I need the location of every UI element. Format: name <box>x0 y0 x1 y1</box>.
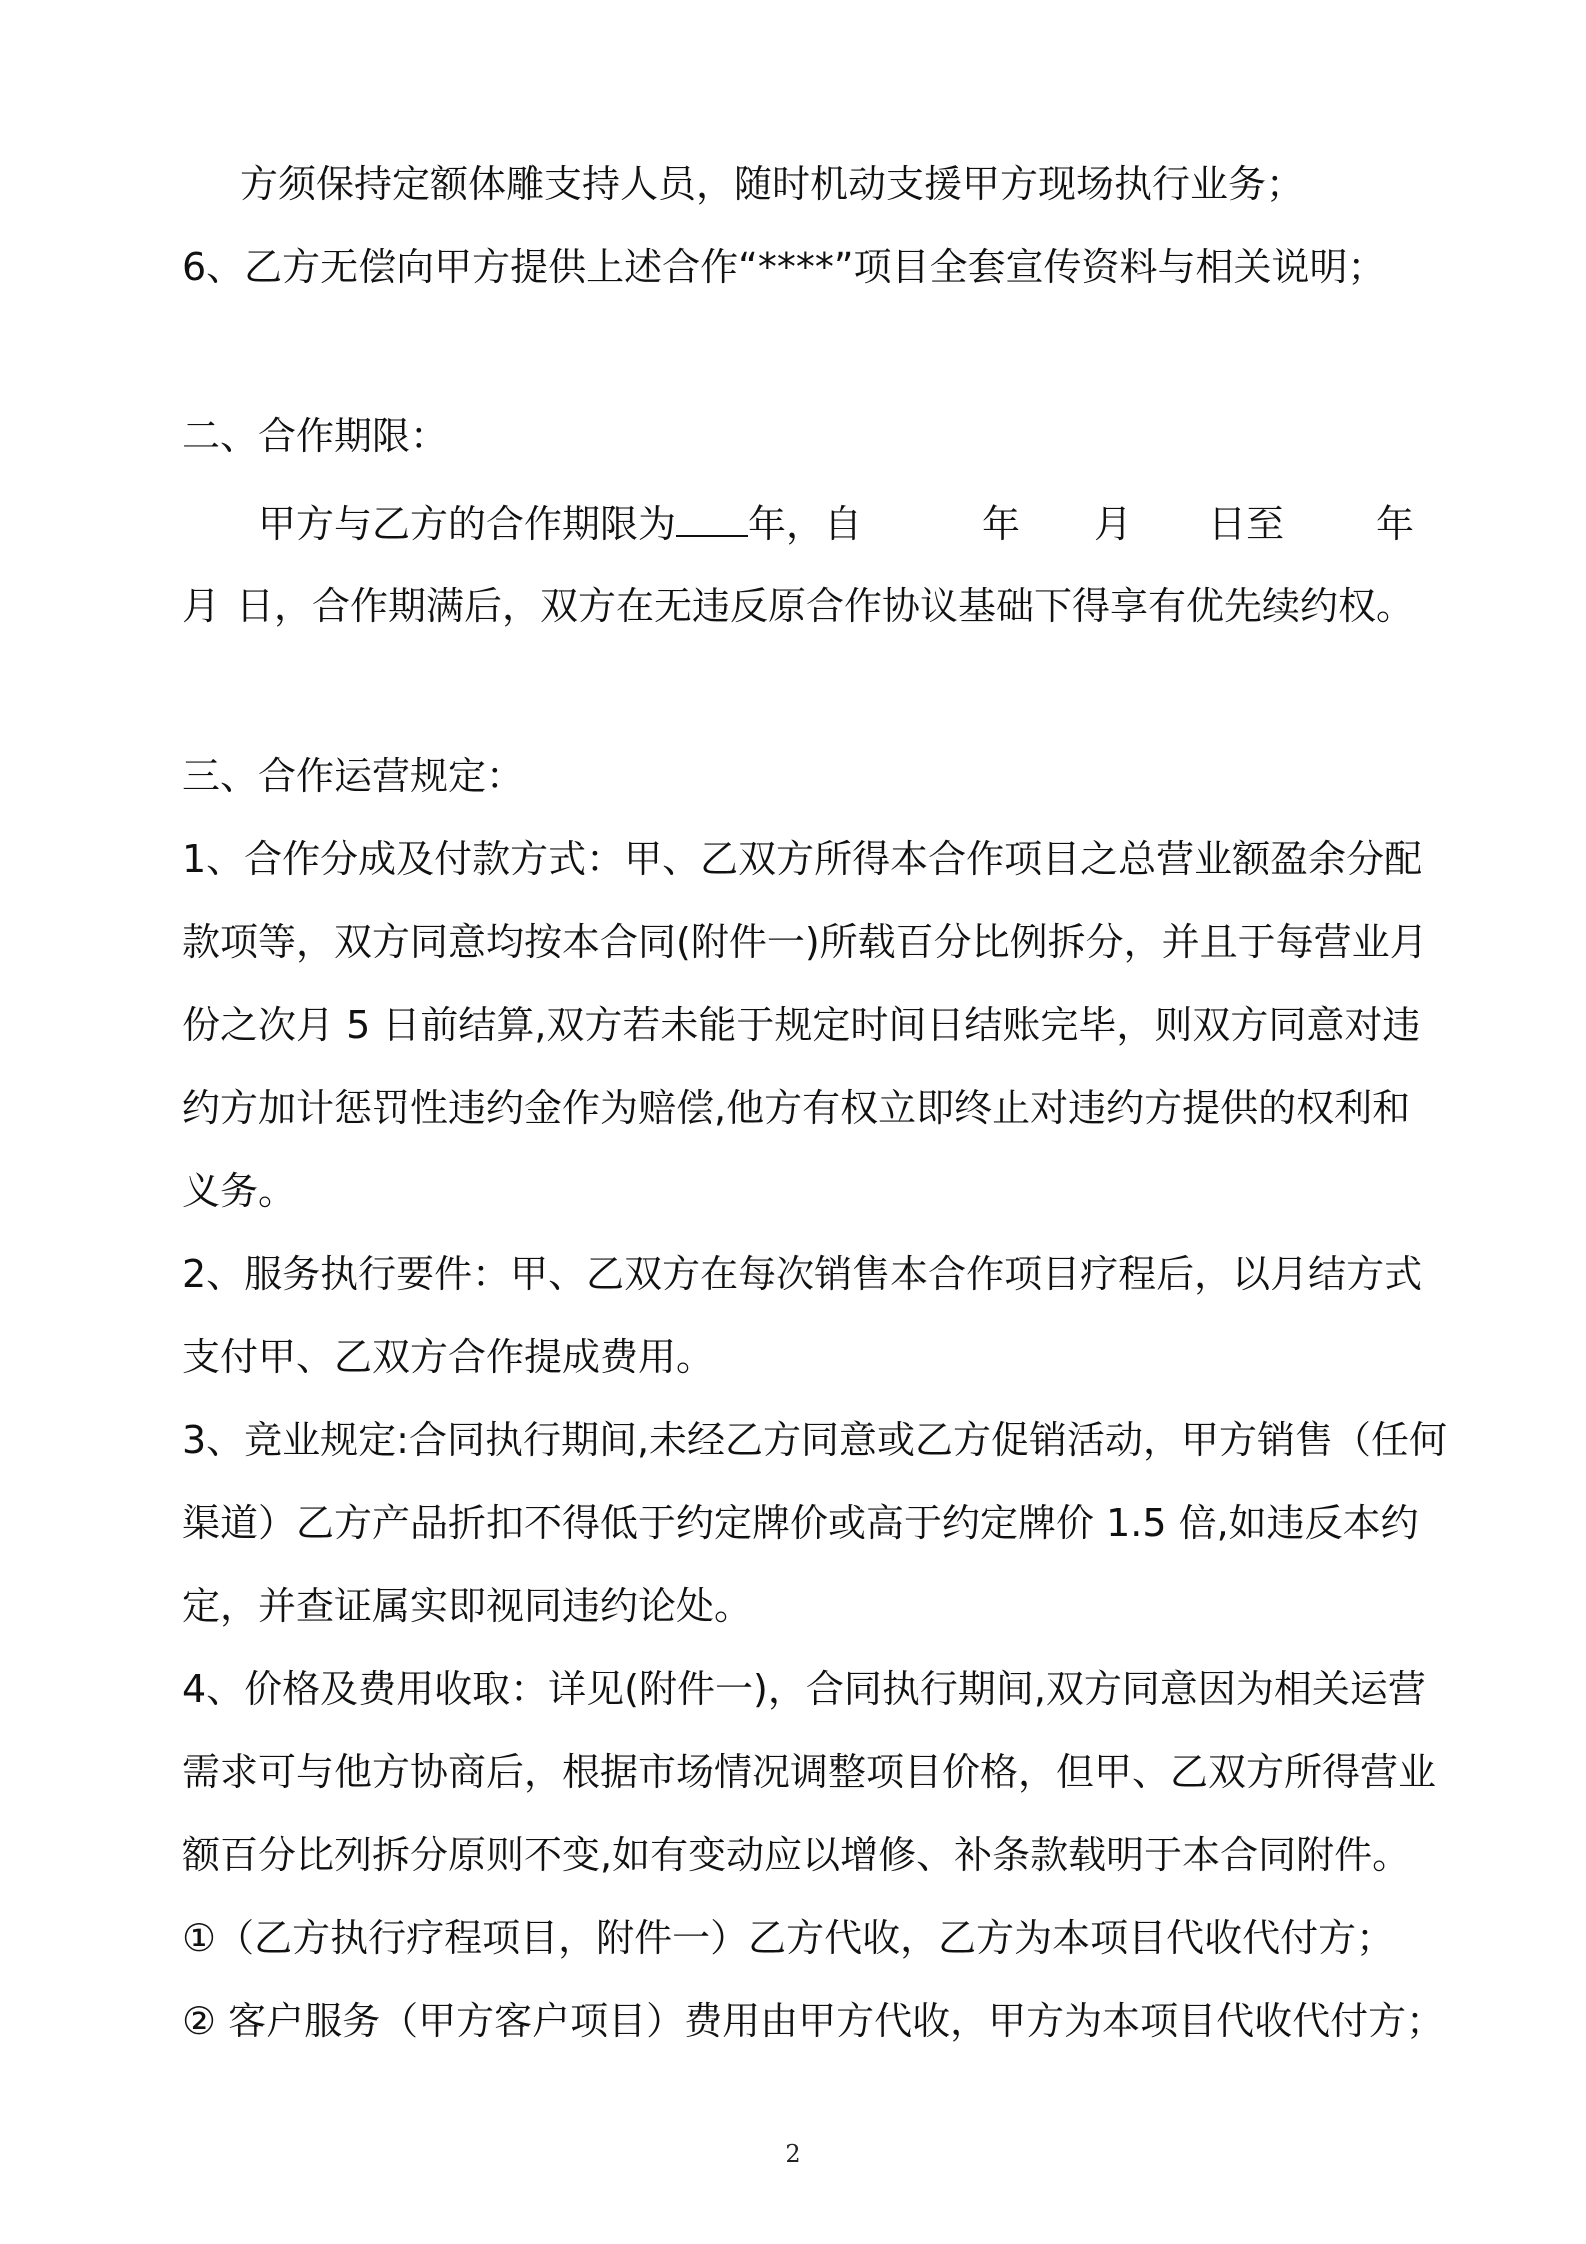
text-line: 1、合作分成及付款方式：甲、乙双方所得本合作项目之总营业额盈余分配 <box>182 837 1423 881</box>
text-line: 款项等，双方同意均按本合同(附件一)所载百分比例拆分，并且于每营业月 <box>182 920 1428 964</box>
text-line: 3、竞业规定:合同执行期间,未经乙方同意或乙方促销活动，甲方销售（任何 <box>182 1418 1448 1462</box>
term-text: 年 <box>1375 502 1414 546</box>
term-line-2 <box>182 582 1414 630</box>
text-line: 4、价格及费用收取：详见(附件一)，合同执行期间,双方同意因为相关运营 <box>182 1667 1426 1711</box>
text-line: 份之次月 5 日前结算,双方若未能于规定时间日结账完毕，则双方同意对违 <box>182 1003 1421 1047</box>
term-text: 日至 <box>1208 502 1285 546</box>
term-text: 月 <box>182 584 221 628</box>
term-text: 甲方与乙方的合作期限为 <box>258 502 677 546</box>
term-text: 月 <box>1094 502 1133 546</box>
text-line: 需求可与他方协商后，根据市场情况调整项目价格，但甲、乙双方所得营业 <box>182 1750 1437 1794</box>
section-heading: 二、合作期限： <box>182 414 449 458</box>
text-line: 约方加计惩罚性违约金作为赔偿,他方有权立即终止对违约方提供的权利和 <box>182 1086 1411 1130</box>
term-text: 年，自 <box>748 502 863 546</box>
text-line: 渠道）乙方产品折扣不得低于约定牌价或高于约定牌价 1.5 倍,如违反本约 <box>182 1501 1419 1545</box>
term-line-1 <box>258 497 1414 548</box>
text-line: 2、服务执行要件：甲、乙双方在每次销售本合作项目疗程后，以月结方式 <box>182 1252 1423 1296</box>
term-years-blank <box>676 497 748 537</box>
text-line: ①（乙方执行疗程项目，附件一）乙方代收，乙方为本项目代收代付方； <box>182 1916 1395 1960</box>
section-heading: 三、合作运营规定： <box>182 754 525 798</box>
page-number: 2 <box>785 2140 801 2168</box>
term-text: 年 <box>982 502 1021 546</box>
text-line: 支付甲、乙双方合作提成费用。 <box>182 1335 715 1379</box>
text-line: 额百分比列拆分原则不变,如有变动应以增修、补条款载明于本合同附件。 <box>182 1833 1411 1877</box>
text-line: 6、乙方无偿向甲方提供上述合作“****”项目全套宣传资料与相关说明； <box>182 245 1386 289</box>
text-line: 义务。 <box>182 1169 297 1213</box>
term-text: 日，合作期满后，双方在无违反原合作协议基础下得享有优先续约权。 <box>235 584 1414 628</box>
text-line: 定，并查证属实即视同违约论处。 <box>182 1584 753 1628</box>
text-line: ② 客户服务（甲方客户项目）费用由甲方代收，甲方为本项目代收代付方； <box>182 1999 1445 2043</box>
text-line: 方须保持定额体雕支持人员，随时机动支援甲方现场执行业务； <box>240 162 1305 206</box>
